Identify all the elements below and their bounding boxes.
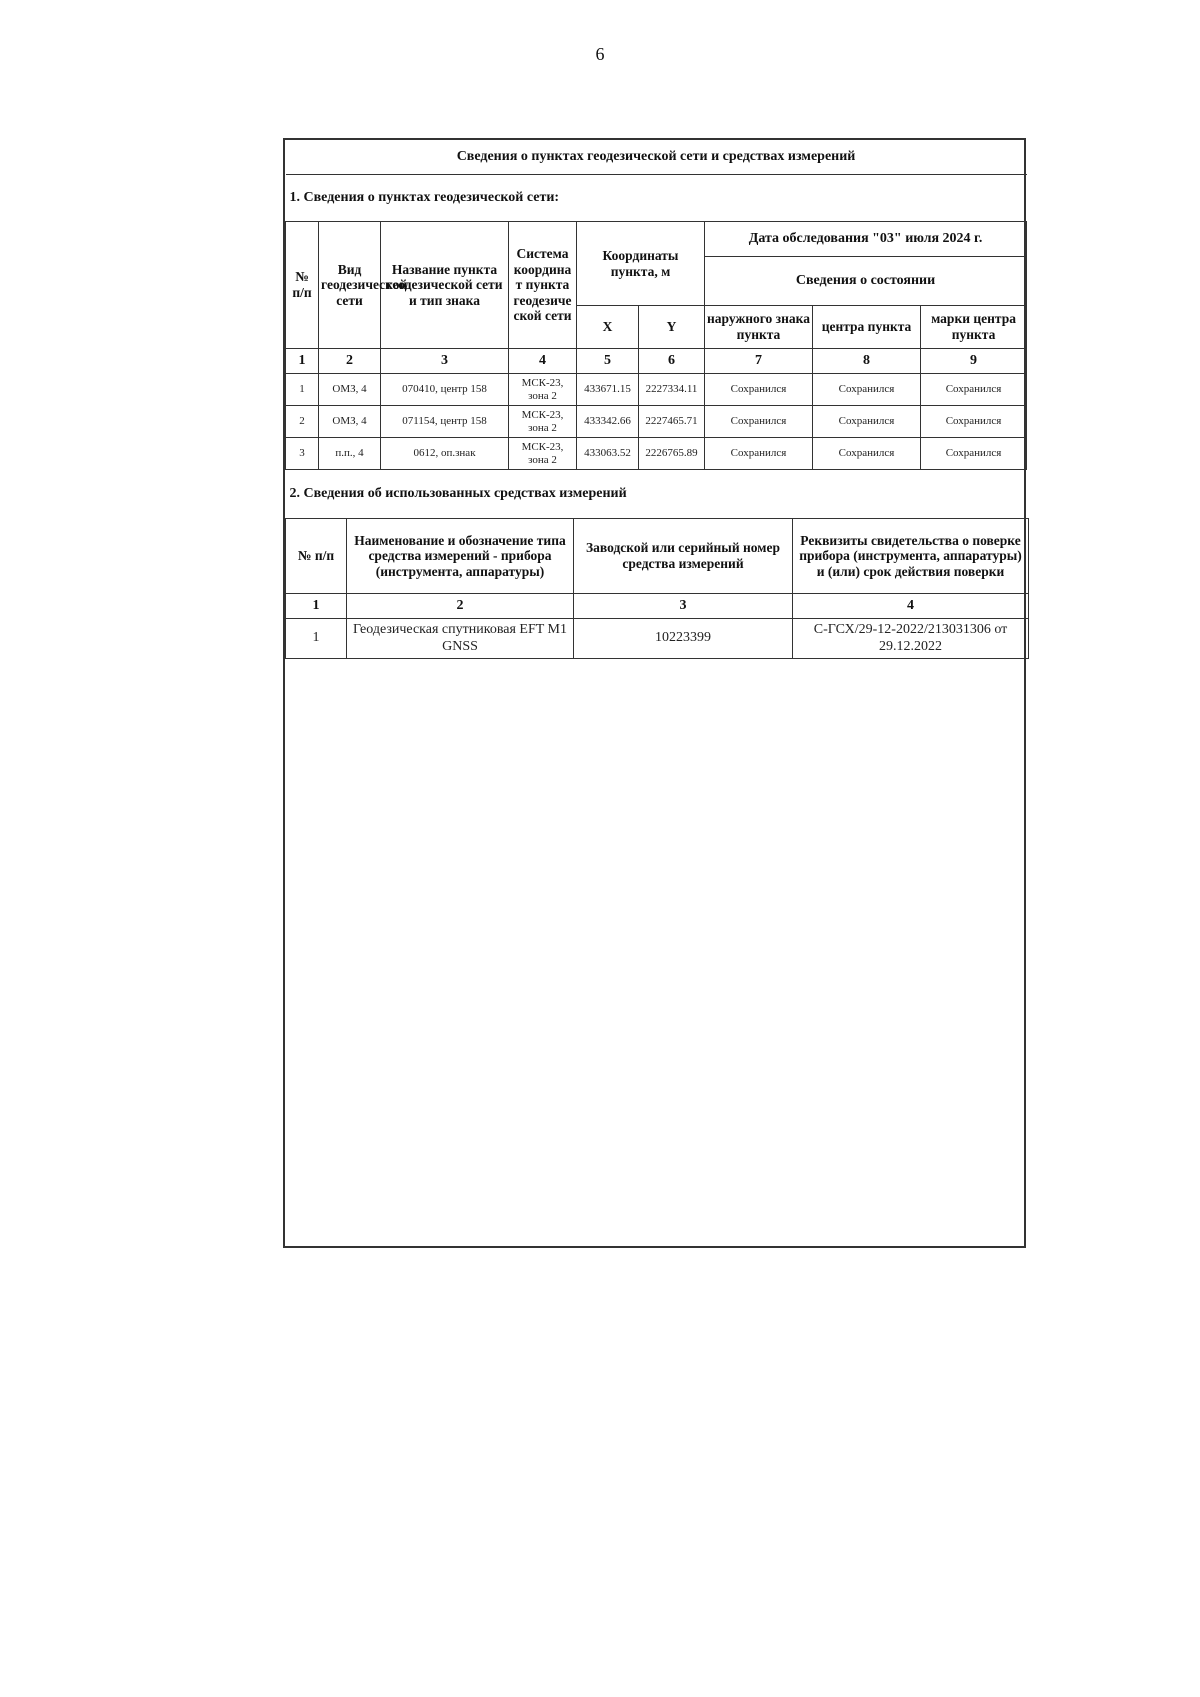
section2-title: 2. Сведения об использованных средствах измерений (286, 470, 1029, 519)
header-point-name: Название пункта геодезической сети и тип знака (381, 222, 509, 349)
header-serial-number: Заводской или серийный номер средства измерений (574, 519, 793, 594)
cell-outer: Сохранился (705, 438, 813, 470)
cell-name: 070410, центр 158 (381, 374, 509, 406)
header-coordinate-system: Система координат пункта геодезической сети (509, 222, 577, 349)
header-verification-cert: Реквизиты свидетельства о поверке прибора (инструмента, аппаратуры) и (или) срок действия поверки (793, 519, 1029, 594)
cell-serial-number: 10223399 (574, 619, 793, 659)
col-number: 8 (813, 349, 921, 374)
col-number: 9 (921, 349, 1027, 374)
document-title: Сведения о пунктах геодезической сети и средствах измерений (286, 140, 1027, 175)
col-number: 3 (381, 349, 509, 374)
header-num: № п/п (286, 222, 319, 349)
header-y: Y (639, 306, 705, 349)
cell-type: п.п., 4 (319, 438, 381, 470)
cell-instrument-name: Геодезическая спутниковая EFT M1 GNSS (347, 619, 574, 659)
table-row (286, 438, 1027, 470)
cell-outer: Сохранился (705, 406, 813, 438)
cell-instrument-num: 1 (286, 619, 347, 659)
header-x: X (577, 306, 639, 349)
cell-num: 2 (286, 406, 319, 438)
cell-y: 2227465.71 (639, 406, 705, 438)
col-number: 1 (286, 594, 347, 619)
header-instrument-num: № п/п (286, 519, 347, 594)
cell-type: ОМЗ, 4 (319, 406, 381, 438)
header-state: Сведения о состоянии (705, 257, 1027, 306)
header-center: центра пункта (813, 306, 921, 349)
cell-y: 2226765.89 (639, 438, 705, 470)
header-coordinates: Координаты пункта, м (577, 222, 705, 306)
cell-type: ОМЗ, 4 (319, 374, 381, 406)
cell-center: Сохранился (813, 438, 921, 470)
header-center-mark: марки центра пункта (921, 306, 1027, 349)
section1-title: 1. Сведения о пунктах геодезической сети: (286, 175, 1027, 222)
table-row (286, 374, 1027, 406)
col-number: 4 (509, 349, 577, 374)
col-number: 6 (639, 349, 705, 374)
page-number: 6 (595, 44, 605, 64)
col-number: 4 (793, 594, 1029, 619)
col-number: 2 (347, 594, 574, 619)
cell-x: 433671.15 (577, 374, 639, 406)
cell-num: 1 (286, 374, 319, 406)
cell-system: МСК-23, зона 2 (509, 374, 577, 406)
table-row (286, 406, 1027, 438)
header-instrument-name: Наименование и обозначение типа средства измерений - прибора (инструмента, аппаратуры) (347, 519, 574, 594)
col-number: 1 (286, 349, 319, 374)
header-survey-date: Дата обследования "03" июля 2024 г. (705, 222, 1027, 257)
cell-num: 3 (286, 438, 319, 470)
cell-name: 0612, оп.знак (381, 438, 509, 470)
table-row (286, 619, 1029, 659)
cell-system: МСК-23, зона 2 (509, 438, 577, 470)
cell-y: 2227334.11 (639, 374, 705, 406)
col-number: 7 (705, 349, 813, 374)
cell-system: МСК-23, зона 2 (509, 406, 577, 438)
cell-mark: Сохранился (921, 406, 1027, 438)
col-number: 5 (577, 349, 639, 374)
cell-x: 433342.66 (577, 406, 639, 438)
cell-mark: Сохранился (921, 374, 1027, 406)
header-network-type: Вид геодезической сети (319, 222, 381, 349)
col-number: 2 (319, 349, 381, 374)
cell-verification-cert: С-ГСХ/29-12-2022/213031306 от 29.12.2022 (793, 619, 1029, 659)
col-number: 3 (574, 594, 793, 619)
document-frame (283, 138, 1026, 1248)
cell-mark: Сохранился (921, 438, 1027, 470)
cell-name: 071154, центр 158 (381, 406, 509, 438)
cell-outer: Сохранился (705, 374, 813, 406)
cell-x: 433063.52 (577, 438, 639, 470)
instruments-table (285, 470, 1029, 659)
header-outer-sign: наружного знака пункта (705, 306, 813, 349)
cell-center: Сохранился (813, 406, 921, 438)
cell-center: Сохранился (813, 374, 921, 406)
geodetic-points-table (285, 140, 1027, 470)
